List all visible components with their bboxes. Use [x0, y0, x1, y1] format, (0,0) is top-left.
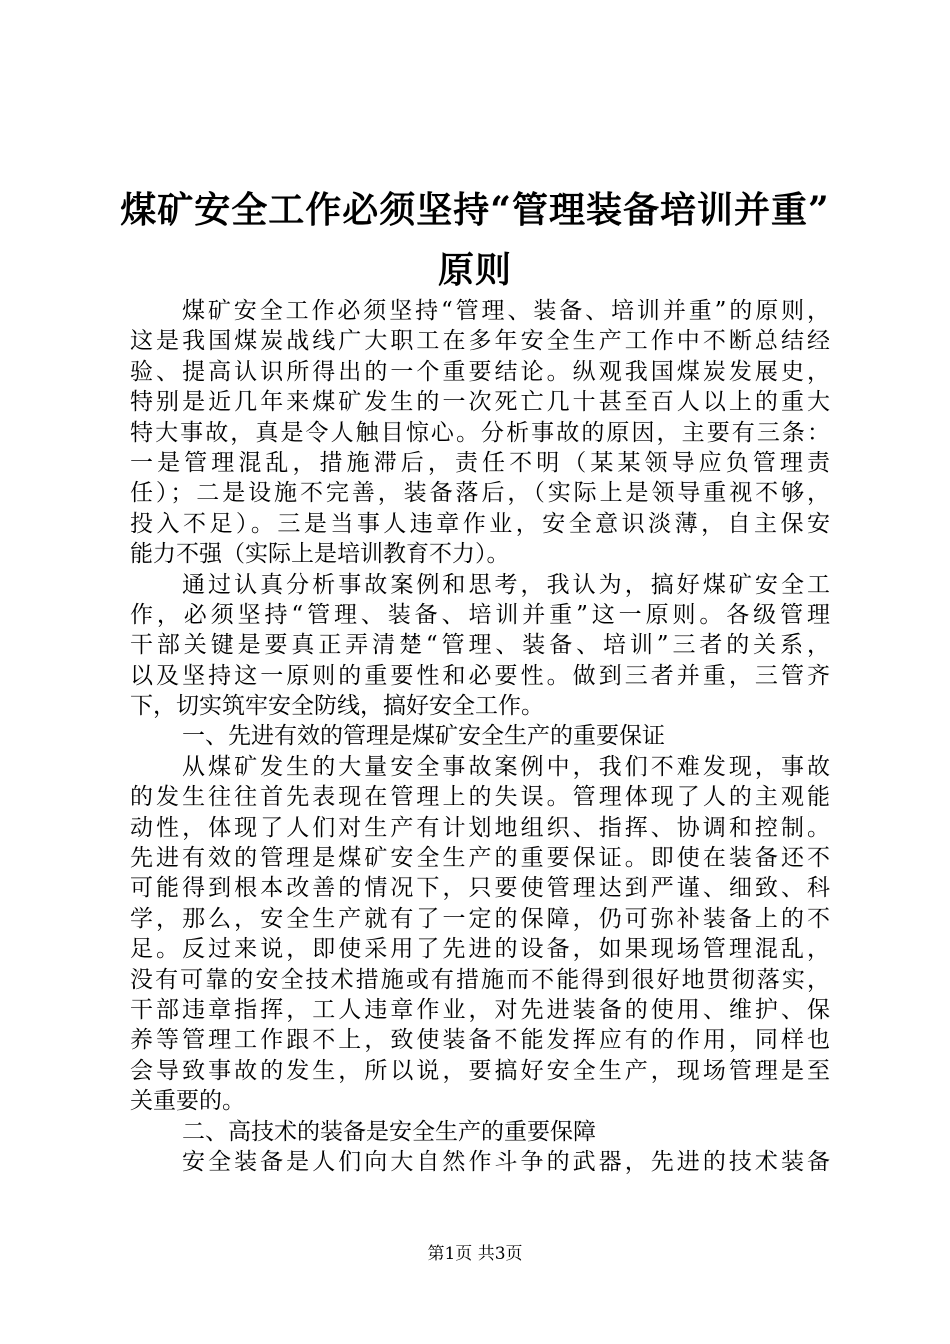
body-line: 作，必须坚持“管理、装备、培训并重”这一原则。各级管理	[130, 601, 830, 628]
body-line: 先进有效的管理是煤矿安全生产的重要保证。即使在装备还不	[130, 845, 830, 872]
body-line: 学，那么，安全生产就有了一定的保障，仍可弥补装备上的不	[130, 905, 830, 932]
body-line: 验、提高认识所得出的一个重要结论。纵观我国煤炭发展史，	[130, 358, 830, 385]
body-line: 的发生往往首先表现在管理上的失误。管理体现了人的主观能	[130, 784, 830, 811]
body-line: 通过认真分析事故案例和思考，我认为，搞好煤矿安全工	[182, 571, 830, 598]
body-line: 足。反过来说，即使采用了先进的设备，如果现场管理混乱，	[130, 936, 830, 963]
body-line: 干部违章指挥，工人违章作业，对先进装备的使用、维护、保	[130, 996, 830, 1023]
document-title-line-2: 原则	[437, 249, 512, 291]
document-body	[130, 296, 830, 1177]
body-line: 一是管理混乱，措施滞后，责任不明（某某领导应负管理责	[130, 449, 830, 476]
body-line: 投入不足）。三是当事人违章作业，安全意识淡薄，自主保安	[130, 510, 830, 537]
body-line: 动性，体现了人们对生产有计划地组织、指挥、协调和控制。	[130, 814, 830, 841]
body-line: 从煤矿发生的大量安全事故案例中，我们不难发现，事故	[182, 753, 830, 780]
body-line: 没有可靠的安全技术措施或有措施而不能得到很好地贯彻落实，	[130, 966, 830, 993]
section-heading-1: 一、先进有效的管理是煤矿安全生产的重要保证	[182, 723, 665, 750]
body-line: 这是我国煤炭战线广大职工在多年安全生产工作中不断总结经	[130, 328, 830, 355]
body-line: 干部关键是要真正弄清楚“管理、装备、培训”三者的关系，	[130, 632, 830, 659]
body-line: 能力不强（实际上是培训教育不力）。	[130, 541, 510, 568]
body-line: 养等管理工作跟不上，致使装备不能发挥应有的作用，同样也	[130, 1027, 830, 1054]
section-heading-2: 二、高技术的装备是安全生产的重要保障	[182, 1118, 596, 1145]
body-line: 会导致事故的发生，所以说，要搞好安全生产，现场管理是至	[130, 1057, 830, 1084]
body-line: 任）；二是设施不完善，装备落后，（实际上是领导重视不够，	[130, 480, 830, 507]
body-line: 以及坚持这一原则的重要性和必要性。做到三者并重，三管齐	[130, 662, 830, 689]
body-line: 安全装备是人们向大自然作斗争的武器，先进的技术装备	[182, 1148, 830, 1175]
body-line: 特别是近几年来煤矿发生的一次死亡几十甚至百人以上的重大	[130, 389, 830, 416]
body-line: 煤矿安全工作必须坚持“管理、装备、培训并重”的原则，	[182, 298, 830, 324]
document-title-line-1: 煤矿安全工作必须坚持“管理装备培训并重”	[120, 189, 830, 231]
page-footer: 第1页 共3页	[427, 1244, 523, 1264]
body-line: 下，切实筑牢安全防线，搞好安全工作。	[130, 693, 544, 720]
body-line: 特大事故，真是令人触目惊心。分析事故的原因，主要有三条：	[130, 419, 830, 446]
body-line: 关重要的。	[130, 1088, 245, 1115]
body-line: 可能得到根本改善的情况下，只要使管理达到严谨、细致、科	[130, 875, 830, 902]
